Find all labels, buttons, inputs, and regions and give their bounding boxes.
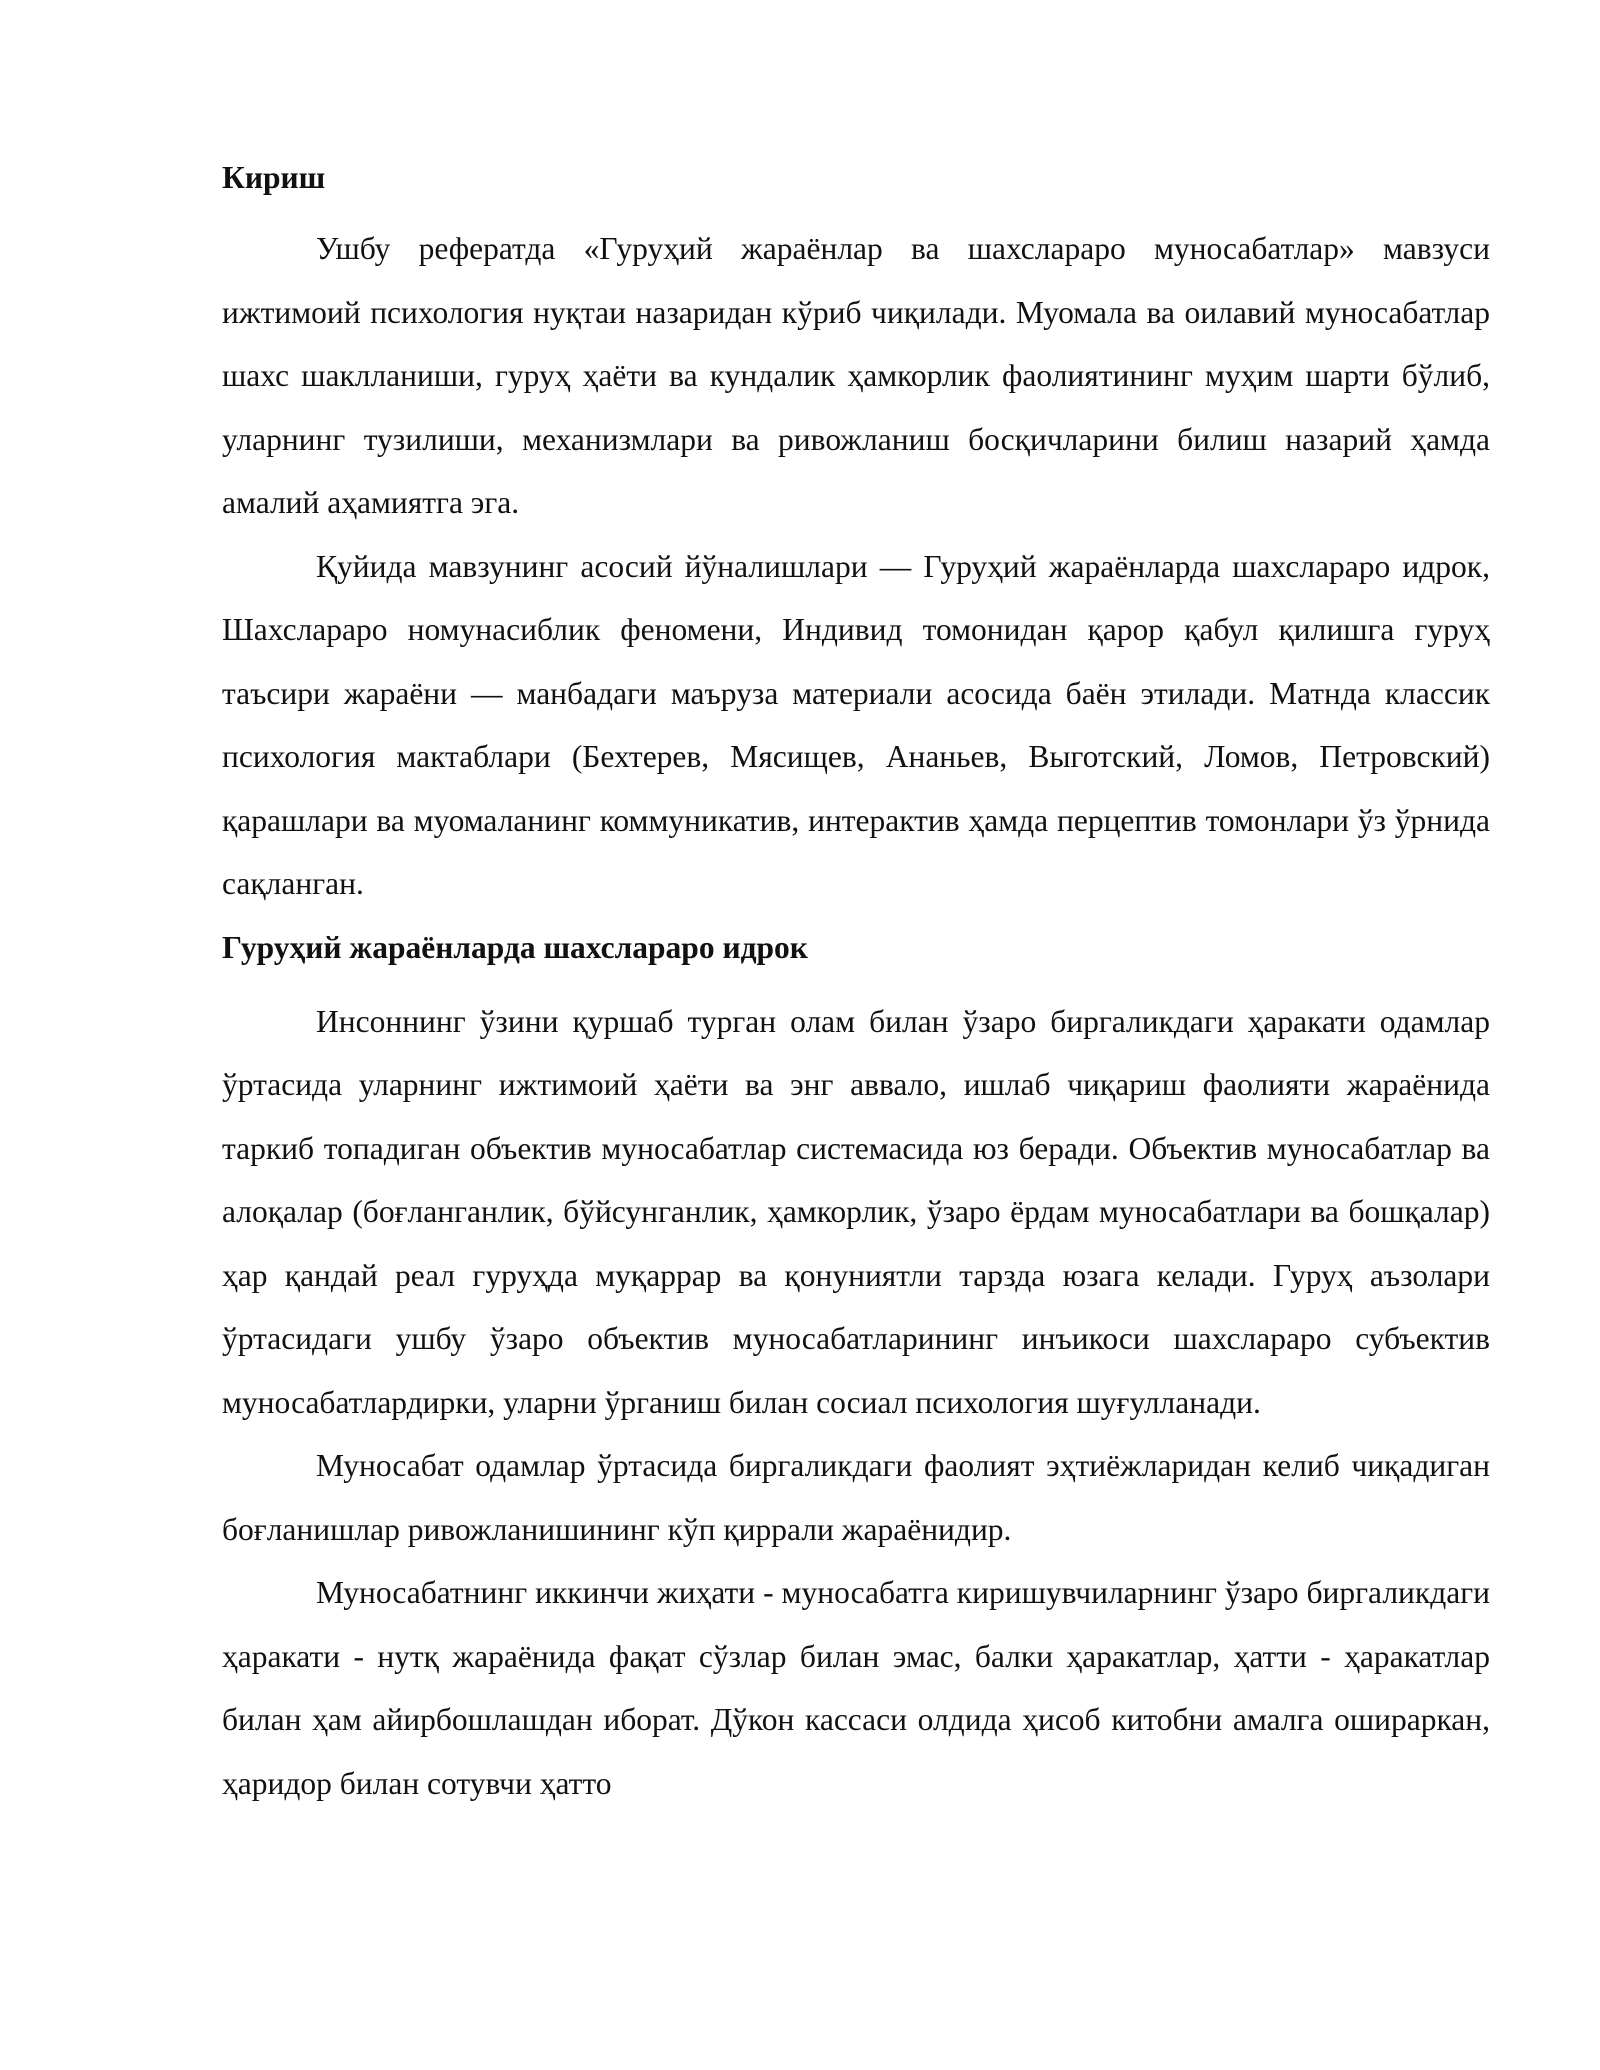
section-paragraph: Инсоннинг ўзини қуршаб турган олам билан ўзаро биргаликдаги ҳаракати одамлар ўртасида уларнинг ижтимоий ҳаёти ва энг аввало, ишлаб чиқариш фаолияти жараёнида таркиб топадиган объектив муносабатлар системасида юз беради. Объектив муносабатлар ва алоқалар (боғланганлик, бўйсунганлик, ҳамкорлик, ўзаро ёрдам муносабатлари ва бошқалар) ҳар қандай реал гуруҳда муқаррар ва қонуниятли тарзда юзага келади. Гуруҳ аъзолари ўртасидаги ушбу ўзаро объектив муносабатларининг инъикоси шахслараро субъектив муносабатлардирки, уларни ўрганиш билан сосиал психология шуғулланади. [222, 1003, 1490, 1420]
intro-paragraph: Ушбу рефератда «Гуруҳий жараёнлар ва шахслараро муносабатлар» мавзуси ижтимоий психология нуқтаи назаридан кўриб чиқилади. Муомала ва оилавий муносабатлар шахс шаклланиши, гуруҳ ҳаёти ва кундалик ҳамкорлик фаолиятининг муҳим шарти бўлиб, уларнинг тузилиши, механизмлари ва ривожланиш босқичларини билиш назарий ҳамда амалий аҳамиятга эга. [222, 231, 1490, 520]
intro-heading: Кириш [222, 160, 326, 195]
section-paragraph: Муносабатнинг иккинчи жиҳати - муносабатга киришувчиларнинг ўзаро биргаликдаги ҳаракати - нутқ жараёнида фақат сўзлар билан эмас, балки ҳаракатлар, ҳатти - ҳаракатлар билан ҳам айирбошлашдан иборат. Дўкон кассаси олдида ҳисоб китобни амалга ошираркан, ҳаридор билан сотувчи ҳатто [222, 1575, 1490, 1801]
section-paragraph: Муносабат одамлар ўртасида биргаликдаги фаолият эҳтиёжларидан келиб чиқадиган боғланишлар ривожланишининг кўп қиррали жараёнидир. [222, 1448, 1490, 1547]
intro-paragraph: Қуйида мавзунинг асосий йўналишлари — Гуруҳий жараёнларда шахслараро идрок, Шахслараро номунасиблик феномени, Индивид томонидан қарор қабул қилишга гуруҳ таъсири жараёни — манбадаги маъруза материали асосида баён этилади. Матнда классик психология мактаблари (Бехтерев, Мясищев, Ананьев, Выготский, Ломов, Петровский) қарашлари ва муомаланинг коммуникатив, интерактив ҳамда перцептив томонлари ўз ўрнида сақланган. [222, 548, 1490, 901]
section-heading: Гуруҳий жараёнларда шахслараро идрок [222, 929, 808, 965]
